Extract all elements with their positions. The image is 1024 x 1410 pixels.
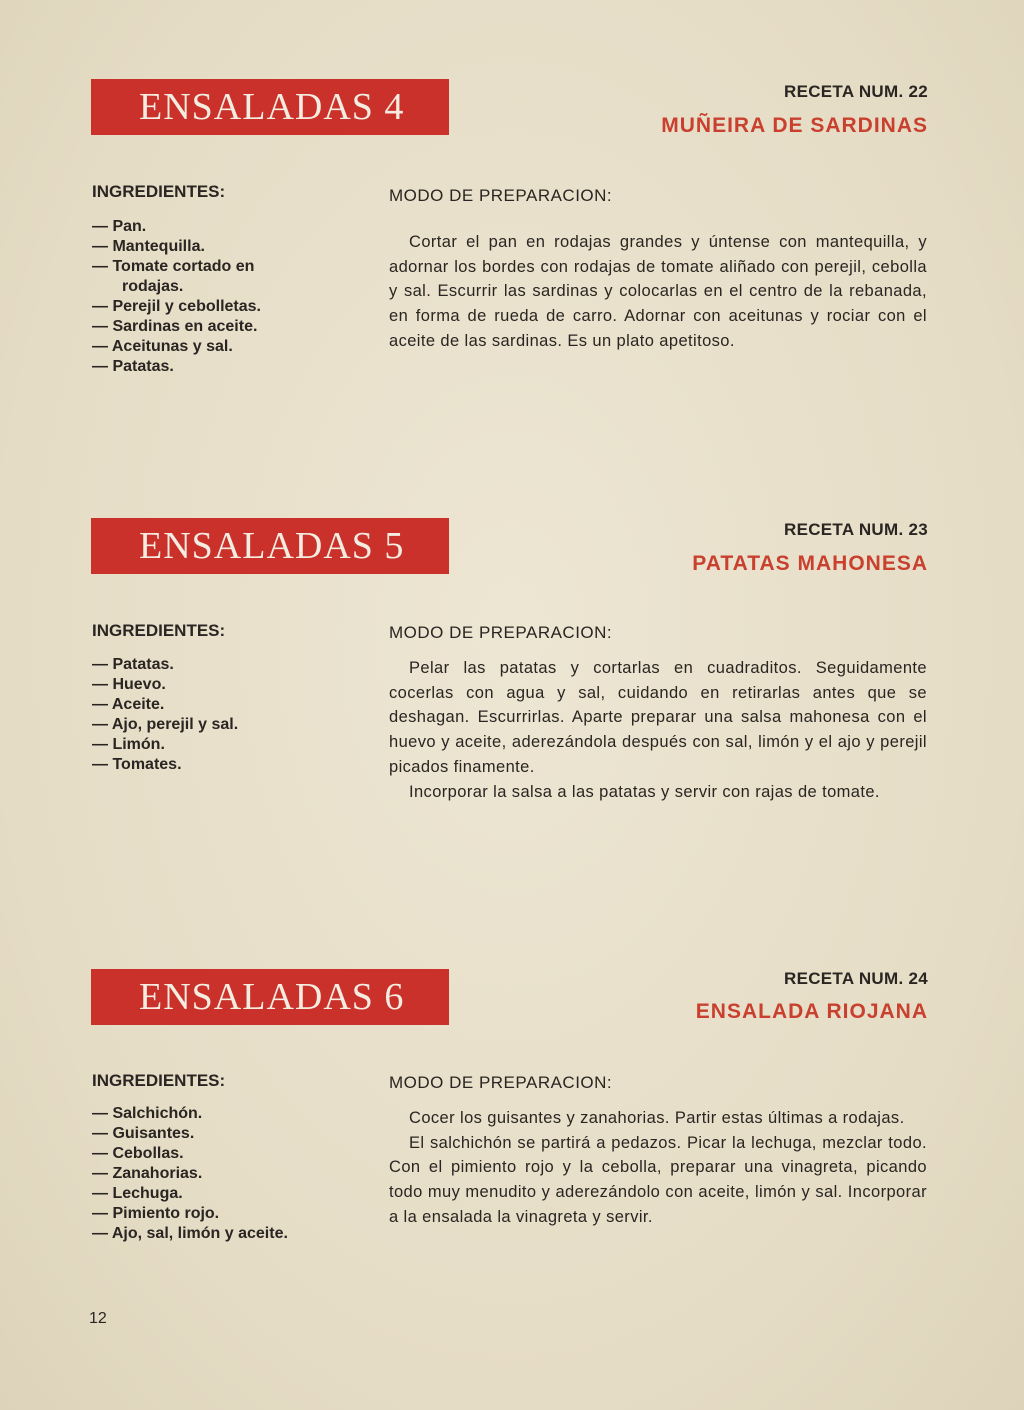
preparation-text — [389, 230, 927, 354]
ingredient-item: — Limón. — [92, 735, 317, 755]
recipe-title: ENSALADA RIOJANA — [695, 1000, 928, 1023]
preparation-text — [389, 656, 927, 804]
ingredient-item: — Lechuga. — [92, 1184, 297, 1204]
ingredient-item: — Patatas. — [92, 357, 317, 377]
ingredient-item: — Pimiento rojo. — [92, 1204, 297, 1224]
ingredient-item: — Guisantes. — [92, 1124, 297, 1144]
ingredient-item: — Tomate cortado en rodajas. — [92, 257, 317, 297]
preparation-heading: MODO DE PREPARACION: — [389, 186, 613, 205]
ingredient-item: — Patatas. — [92, 655, 317, 675]
ingredient-item: — Zanahorias. — [92, 1164, 297, 1184]
ingredient-item: — Huevo. — [92, 675, 317, 695]
section-banner: ENSALADAS 6 — [91, 969, 449, 1025]
ingredient-item: — Perejil y cebolletas. — [92, 297, 317, 317]
section-banner: ENSALADAS 4 — [91, 79, 449, 135]
ingredient-item: — Pan. — [92, 217, 317, 237]
recipe-number: RECETA NUM. 23 — [784, 520, 928, 539]
recipe-title: MUÑEIRA DE SARDINAS — [661, 114, 928, 137]
ingredient-item: — Cebollas. — [92, 1144, 297, 1164]
ingredient-item: — Sardinas en aceite. — [92, 317, 317, 337]
ingredients-heading: INGREDIENTES: — [92, 1071, 226, 1090]
preparation-paragraph: Incorporar la salsa a las patatas y servir con rajas de tomate. — [409, 782, 880, 801]
ingredient-item: — Ajo, sal, limón y aceite. — [92, 1224, 297, 1244]
ingredient-item: — Mantequilla. — [92, 237, 317, 257]
recipe-number: RECETA NUM. 24 — [784, 969, 928, 988]
recipe-number: RECETA NUM. 22 — [784, 82, 928, 101]
ingredient-item: — Ajo, perejil y sal. — [92, 715, 317, 735]
preparation-heading: MODO DE PREPARACION: — [389, 1073, 613, 1092]
preparation-paragraph: Pelar las patatas y cortarlas en cuadraditos. Seguidamente cocerlas con agua y sal, cuidando en retirarlas antes que se deshagan. Escurrirlas. Aparte preparar una salsa mahonesa con el huevo y aceite, aderezándola después con sal, limón y el ajo y perejil picados finamente. — [389, 659, 927, 776]
ingredient-item: — Aceite. — [92, 695, 317, 715]
ingredient-item: — Aceitunas y sal. — [92, 337, 317, 357]
ingredient-item: — Tomates. — [92, 755, 317, 775]
section-banner: ENSALADAS 5 — [91, 518, 449, 574]
ingredients-list — [92, 655, 317, 775]
ingredients-list — [92, 1104, 297, 1244]
ingredient-item: — Salchichón. — [92, 1104, 297, 1124]
preparation-text — [389, 1106, 927, 1230]
preparation-heading: MODO DE PREPARACION: — [389, 623, 613, 642]
ingredients-heading: INGREDIENTES: — [92, 621, 226, 640]
recipe-title: PATATAS MAHONESA — [692, 552, 928, 575]
ingredients-list — [92, 217, 317, 377]
preparation-paragraph: El salchichón se partirá a pedazos. Picar la lechuga, mezclar todo. Con el pimiento rojo y la cebolla, preparar una vinagreta, picando todo muy menudito y aderezándolo con aceite, limón y sal. Incorporar a la ensalada la vinagreta y servir. — [389, 1133, 927, 1226]
page-number: 12 — [89, 1310, 107, 1327]
preparation-paragraph: Cortar el pan en rodajas grandes y úntense con mantequilla, y adornar los bordes con rodajas de tomate aliñado con perejil, cebolla y sal. Escurrir las sardinas y colocarlas en el centro de la rebanada, en forma de rueda de carro. Adornar con aceitunas y rociar con el aceite de las sardinas. Es un plato apetitoso. — [389, 233, 927, 350]
ingredients-heading: INGREDIENTES: — [92, 182, 226, 201]
preparation-paragraph: Cocer los guisantes y zanahorias. Partir estas últimas a rodajas. — [409, 1109, 905, 1127]
